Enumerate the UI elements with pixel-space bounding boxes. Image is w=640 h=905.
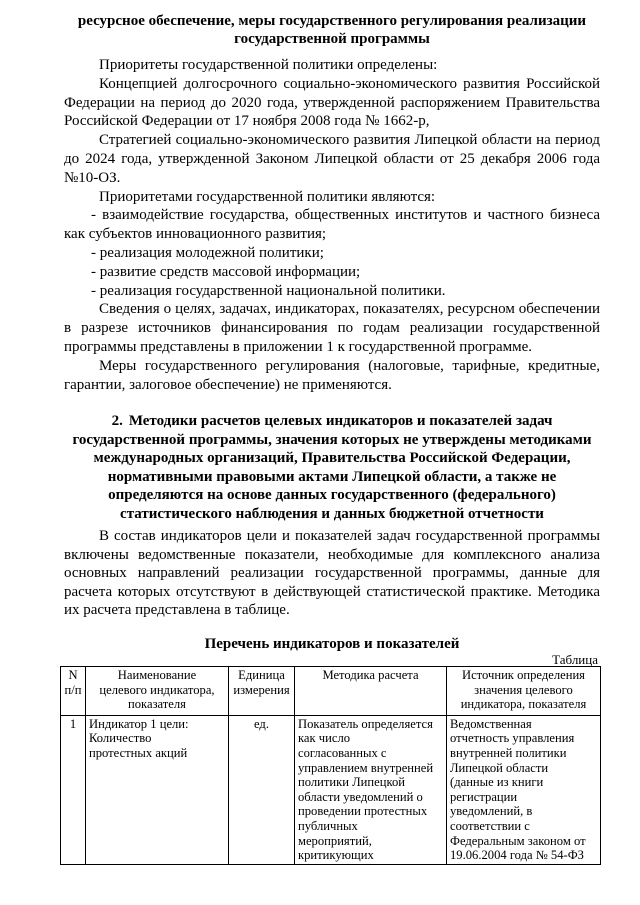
section-body: [64, 527, 600, 620]
header-name: Наименование целевого индикатора, показателя: [86, 667, 229, 716]
list-item: - реализация молодежной политики;: [91, 244, 324, 261]
paragraph: Приоритеты государственной политики определены:: [99, 57, 438, 73]
cell-unit: ед.: [229, 715, 295, 864]
table-header-row: [61, 667, 601, 716]
section-heading: [64, 412, 600, 523]
section-number: 2.: [111, 413, 123, 429]
section-title: Методики расчетов целевых индикаторов и показателей задач государственной программы, значения которых не утверждены методиками международных организаций, Правительства Российской Федерации, нормативными правовыми актами Липецкой области, а также не определяются на основе данных государственного (федерального) статистического наблюдения и данных бюджетной отчетности: [72, 413, 592, 522]
header-source: Источник определения значения целевого индикатора, показателя: [447, 667, 601, 716]
cell-method: Показатель определяется как число согласованных с управлением внутренней политики Липецкой области уведомлений о проведении протестных публичных мероприятий, критикующих: [295, 715, 447, 864]
paragraph: Меры государственного регулирования (налоговые, тарифные, кредитные, гарантии, залоговое обеспечение) не применяются.: [64, 357, 600, 393]
table-row: [61, 715, 601, 864]
cell-num: 1: [61, 715, 86, 864]
heading-continuation: ресурсное обеспечение, меры государственного регулирования реализации государственной программы: [77, 13, 587, 47]
header-num: N п/п: [61, 667, 86, 716]
header-unit: Единица измерения: [229, 667, 295, 716]
paragraph: В состав индикаторов цели и показателей задач государственной программы включены ведомственные показатели, необходимые для комплексного анализа основных направлений реализации государственной программы, данные для расчета которых отсутствуют в действующей статистической практике. Методика их расчета представлена в таблице.: [64, 528, 600, 619]
paragraph: Приоритетами государственной политики являются:: [99, 188, 436, 205]
list-item: - реализация государственной национальной политики.: [91, 282, 446, 299]
paragraph: Сведения о целях, задачах, индикаторах, показателях, ресурсном обеспечении в разрезе источников финансирования по годам реализации государственной программы представлены в приложении 1 к государственной программе.: [64, 301, 600, 355]
table-caption: Таблица: [552, 652, 598, 667]
paragraph: Концепцией долгосрочного социально-экономического развития Российской Федерации на период до 2020 года, утвержденной распоряжением Правительства Российской Федерации от 17 ноября 2008 года № 1662-р,: [64, 75, 600, 130]
cell-source: Ведомственная отчетность управления внутренней политики Липецкой области (данные из книги регистрации уведомлений, в соответствии с Федеральным законом от 19.06.2004 года № 54-ФЗ: [447, 715, 601, 864]
list-item: - развитие средств массовой информации;: [91, 263, 361, 280]
cell-name: Индикатор 1 цели: Количество протестных акций: [86, 715, 229, 864]
priorities-text: [64, 56, 600, 394]
indicators-table: [60, 666, 601, 865]
table-title: Перечень индикаторов и показателей: [204, 636, 460, 652]
paragraph: Стратегией социально-экономического развития Липецкой области на период до 2024 года, утвержденной Законом Липецкой области от 25 декабря 2006 года №10-ОЗ.: [64, 132, 600, 186]
list-item: - взаимодействие государства, общественных институтов и частного бизнеса как субъектов инновационного развития;: [64, 207, 600, 243]
header-method: Методика расчета: [295, 667, 447, 716]
